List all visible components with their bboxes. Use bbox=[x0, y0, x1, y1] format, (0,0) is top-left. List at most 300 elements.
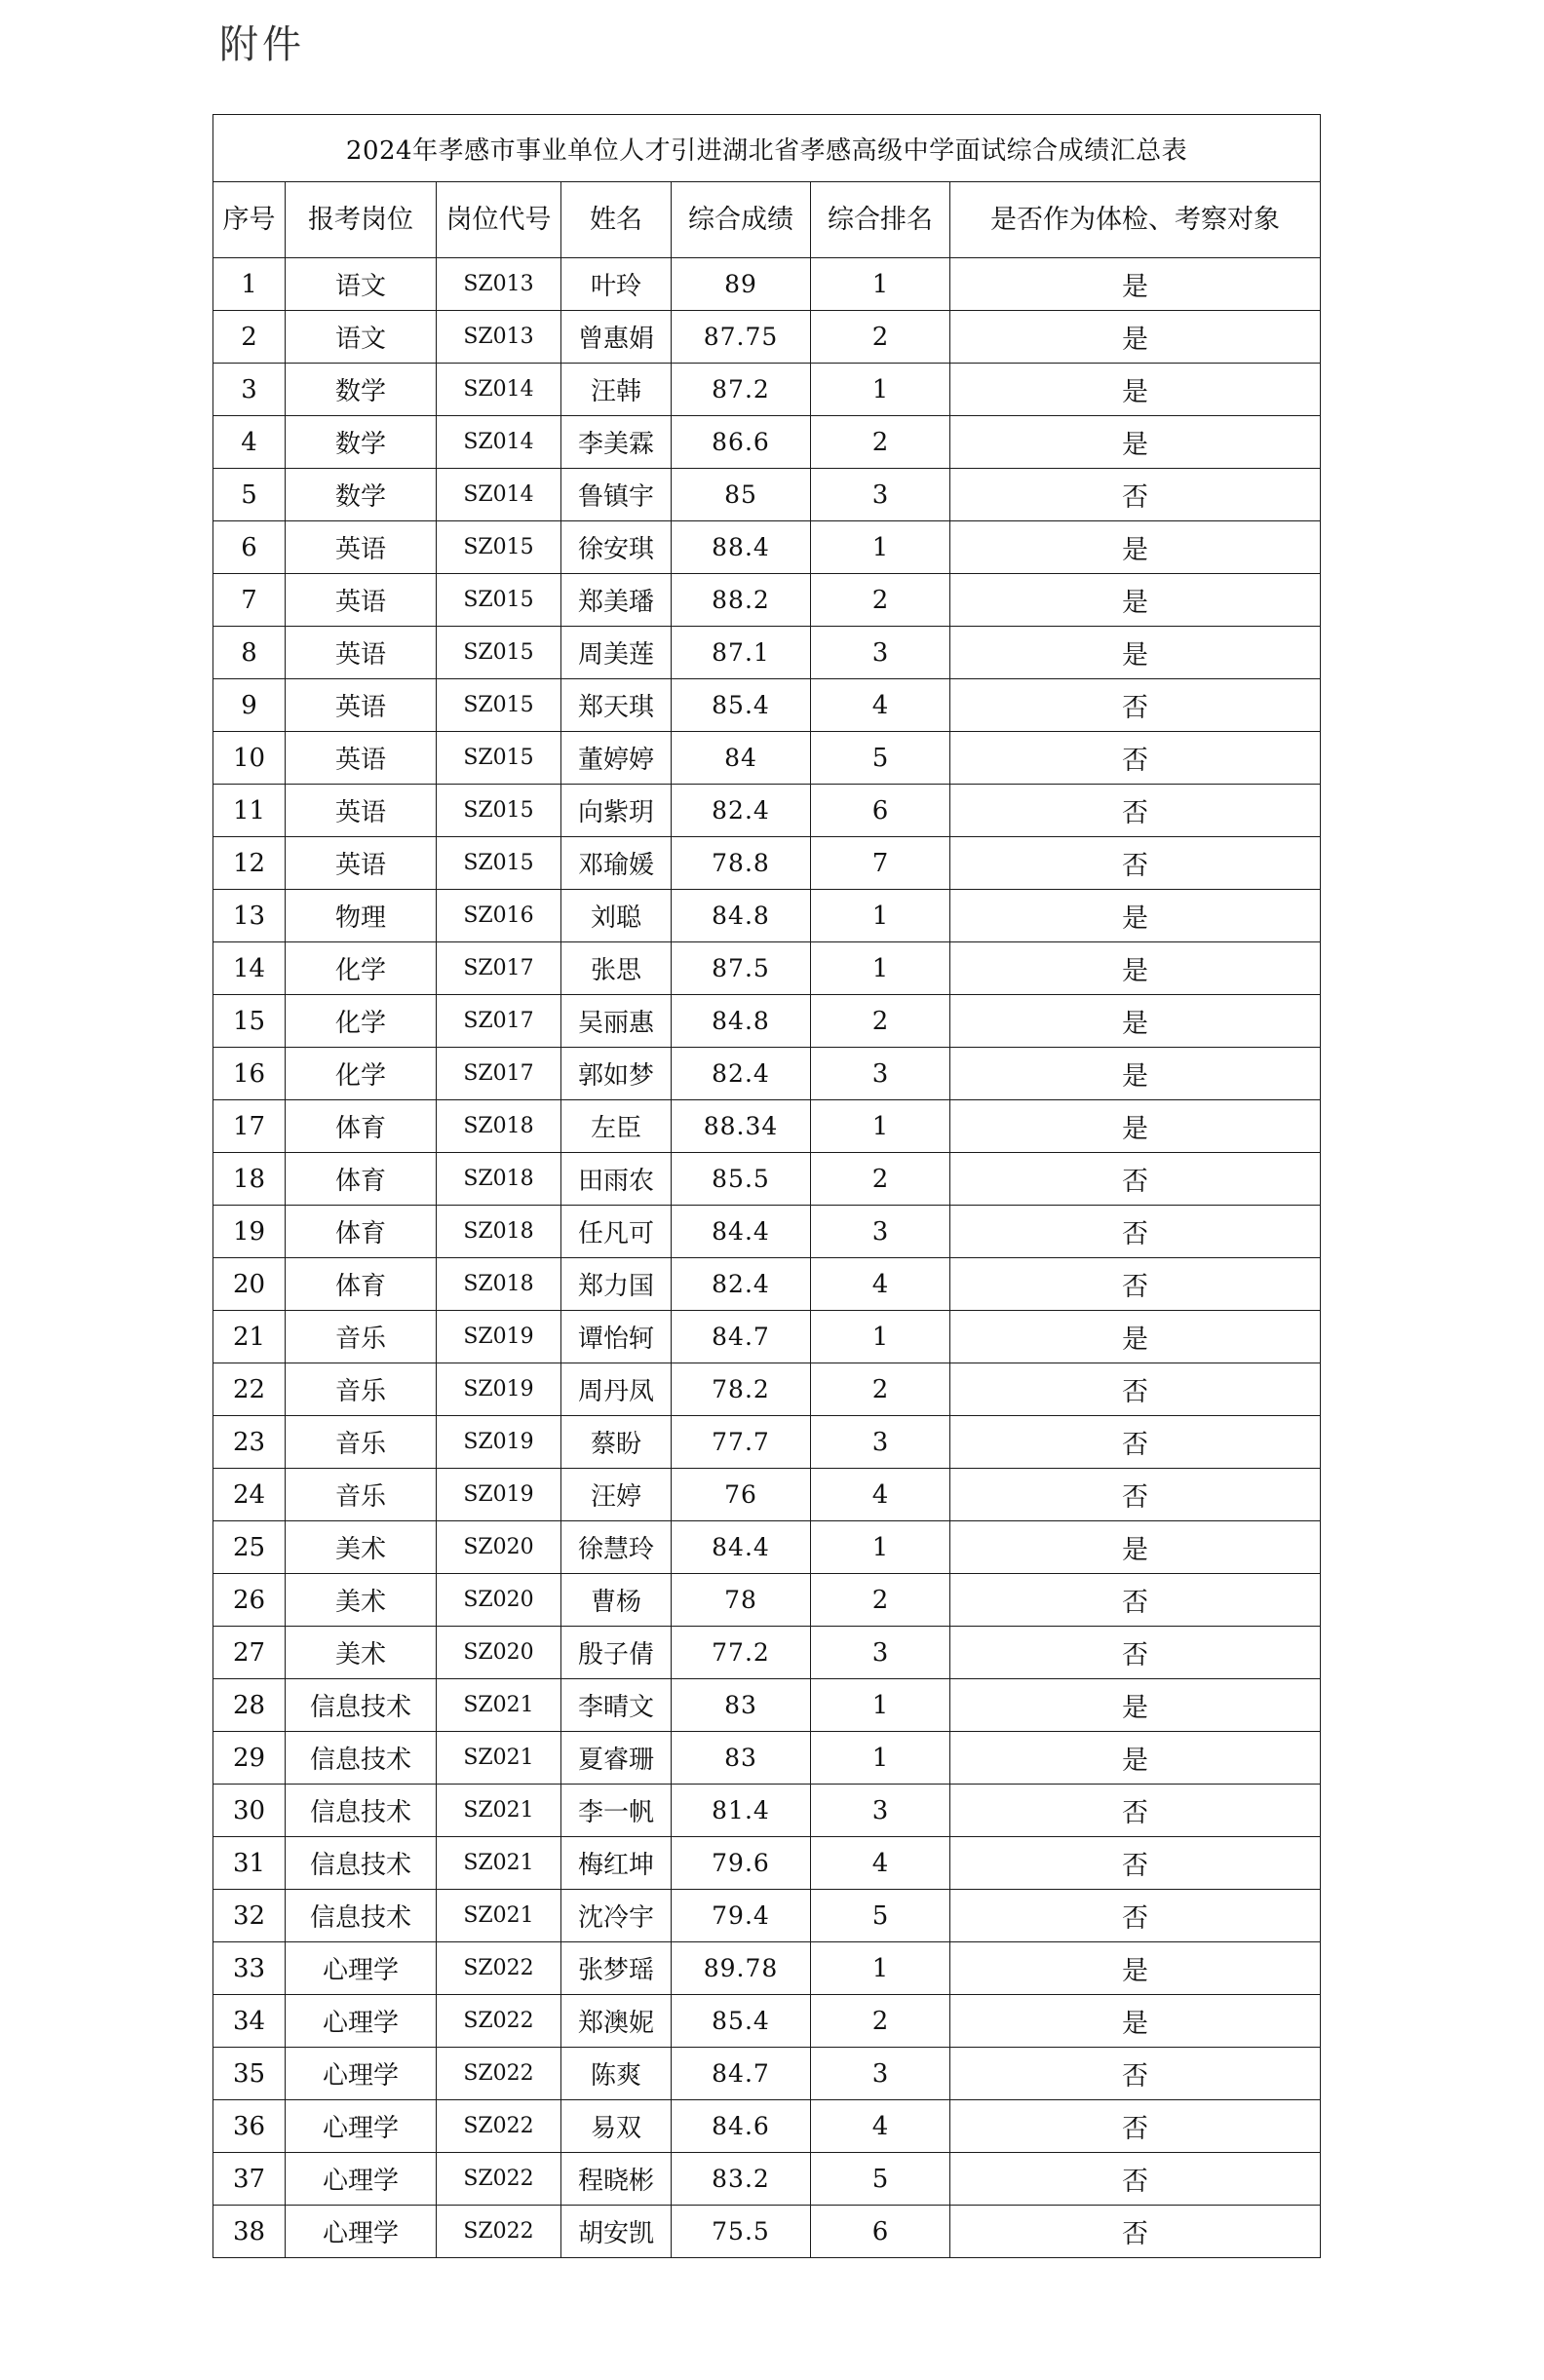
cell-code: SZ015 bbox=[437, 785, 561, 837]
cell-selected: 否 bbox=[950, 2153, 1321, 2206]
cell-score: 78.8 bbox=[672, 837, 811, 890]
cell-selected: 是 bbox=[950, 942, 1321, 995]
table-row bbox=[213, 1416, 1321, 1469]
cell-rank: 5 bbox=[811, 2153, 950, 2206]
cell-code: SZ021 bbox=[437, 1890, 561, 1942]
cell-rank: 7 bbox=[811, 837, 950, 890]
cell-position: 语文 bbox=[286, 258, 437, 311]
cell-selected: 是 bbox=[950, 574, 1321, 627]
cell-position: 信息技术 bbox=[286, 1679, 437, 1732]
cell-position: 体育 bbox=[286, 1153, 437, 1206]
cell-rank: 3 bbox=[811, 1627, 950, 1679]
cell-position: 体育 bbox=[286, 1258, 437, 1311]
table-body bbox=[213, 258, 1321, 2258]
cell-name: 梅红坤 bbox=[561, 1837, 672, 1890]
cell-name: 汪韩 bbox=[561, 364, 672, 416]
table-row bbox=[213, 1732, 1321, 1785]
cell-position: 语文 bbox=[286, 311, 437, 364]
cell-seq: 4 bbox=[213, 416, 286, 469]
cell-rank: 3 bbox=[811, 1416, 950, 1469]
cell-code: SZ020 bbox=[437, 1521, 561, 1574]
cell-selected: 否 bbox=[950, 1627, 1321, 1679]
cell-name: 曾惠娟 bbox=[561, 311, 672, 364]
cell-position: 英语 bbox=[286, 574, 437, 627]
cell-seq: 35 bbox=[213, 2048, 286, 2100]
table-row bbox=[213, 785, 1321, 837]
cell-selected: 否 bbox=[950, 1469, 1321, 1521]
cell-score: 83 bbox=[672, 1679, 811, 1732]
cell-seq: 2 bbox=[213, 311, 286, 364]
cell-selected: 否 bbox=[950, 679, 1321, 732]
cell-rank: 1 bbox=[811, 942, 950, 995]
cell-name: 陈爽 bbox=[561, 2048, 672, 2100]
cell-name: 汪婷 bbox=[561, 1469, 672, 1521]
cell-score: 87.5 bbox=[672, 942, 811, 995]
cell-rank: 5 bbox=[811, 1890, 950, 1942]
cell-selected: 否 bbox=[950, 1890, 1321, 1942]
cell-position: 心理学 bbox=[286, 2153, 437, 2206]
cell-seq: 20 bbox=[213, 1258, 286, 1311]
cell-position: 体育 bbox=[286, 1100, 437, 1153]
cell-seq: 25 bbox=[213, 1521, 286, 1574]
cell-selected: 是 bbox=[950, 1311, 1321, 1363]
cell-score: 84.7 bbox=[672, 2048, 811, 2100]
cell-selected: 是 bbox=[950, 1521, 1321, 1574]
cell-rank: 1 bbox=[811, 258, 950, 311]
cell-code: SZ017 bbox=[437, 1048, 561, 1100]
cell-seq: 10 bbox=[213, 732, 286, 785]
cell-rank: 2 bbox=[811, 574, 950, 627]
cell-selected: 否 bbox=[950, 1153, 1321, 1206]
table-row bbox=[213, 1048, 1321, 1100]
cell-code: SZ015 bbox=[437, 521, 561, 574]
cell-rank: 1 bbox=[811, 1679, 950, 1732]
table-row bbox=[213, 890, 1321, 942]
cell-position: 信息技术 bbox=[286, 1837, 437, 1890]
cell-score: 84.6 bbox=[672, 2100, 811, 2153]
cell-rank: 2 bbox=[811, 995, 950, 1048]
cell-seq: 19 bbox=[213, 1206, 286, 1258]
cell-position: 音乐 bbox=[286, 1363, 437, 1416]
cell-selected: 是 bbox=[950, 1942, 1321, 1995]
cell-code: SZ021 bbox=[437, 1837, 561, 1890]
table-row bbox=[213, 679, 1321, 732]
table-row bbox=[213, 2048, 1321, 2100]
cell-rank: 3 bbox=[811, 469, 950, 521]
cell-name: 曹杨 bbox=[561, 1574, 672, 1627]
table-row bbox=[213, 995, 1321, 1048]
cell-position: 心理学 bbox=[286, 2100, 437, 2153]
cell-seq: 12 bbox=[213, 837, 286, 890]
cell-name: 邓瑜媛 bbox=[561, 837, 672, 890]
cell-selected: 否 bbox=[950, 785, 1321, 837]
cell-position: 数学 bbox=[286, 364, 437, 416]
cell-code: SZ014 bbox=[437, 416, 561, 469]
cell-code: SZ014 bbox=[437, 364, 561, 416]
cell-score: 82.4 bbox=[672, 1258, 811, 1311]
table-row bbox=[213, 258, 1321, 311]
cell-seq: 31 bbox=[213, 1837, 286, 1890]
cell-selected: 否 bbox=[950, 1363, 1321, 1416]
cell-name: 徐慧玲 bbox=[561, 1521, 672, 1574]
cell-rank: 2 bbox=[811, 1153, 950, 1206]
cell-name: 周美莲 bbox=[561, 627, 672, 679]
table-row bbox=[213, 574, 1321, 627]
cell-name: 殷子倩 bbox=[561, 1627, 672, 1679]
table-row bbox=[213, 1206, 1321, 1258]
cell-selected: 否 bbox=[950, 1416, 1321, 1469]
table-row bbox=[213, 1785, 1321, 1837]
cell-selected: 是 bbox=[950, 311, 1321, 364]
cell-score: 88.2 bbox=[672, 574, 811, 627]
cell-code: SZ019 bbox=[437, 1311, 561, 1363]
cell-position: 音乐 bbox=[286, 1311, 437, 1363]
cell-name: 周丹凤 bbox=[561, 1363, 672, 1416]
cell-rank: 1 bbox=[811, 1732, 950, 1785]
table-row bbox=[213, 1995, 1321, 2048]
cell-position: 信息技术 bbox=[286, 1785, 437, 1837]
cell-selected: 是 bbox=[950, 995, 1321, 1048]
cell-rank: 1 bbox=[811, 1100, 950, 1153]
cell-seq: 9 bbox=[213, 679, 286, 732]
cell-position: 美术 bbox=[286, 1574, 437, 1627]
cell-code: SZ013 bbox=[437, 258, 561, 311]
cell-name: 吴丽惠 bbox=[561, 995, 672, 1048]
cell-code: SZ022 bbox=[437, 1995, 561, 2048]
cell-code: SZ017 bbox=[437, 942, 561, 995]
cell-position: 化学 bbox=[286, 995, 437, 1048]
cell-code: SZ022 bbox=[437, 2206, 561, 2258]
table-row bbox=[213, 416, 1321, 469]
table-row bbox=[213, 942, 1321, 995]
cell-position: 心理学 bbox=[286, 1942, 437, 1995]
table-row bbox=[213, 1153, 1321, 1206]
cell-name: 郭如梦 bbox=[561, 1048, 672, 1100]
cell-seq: 3 bbox=[213, 364, 286, 416]
cell-code: SZ018 bbox=[437, 1153, 561, 1206]
cell-position: 英语 bbox=[286, 785, 437, 837]
cell-rank: 1 bbox=[811, 521, 950, 574]
cell-score: 83 bbox=[672, 1732, 811, 1785]
cell-selected: 是 bbox=[950, 416, 1321, 469]
cell-position: 信息技术 bbox=[286, 1732, 437, 1785]
table-row bbox=[213, 2153, 1321, 2206]
cell-selected: 否 bbox=[950, 1837, 1321, 1890]
cell-seq: 15 bbox=[213, 995, 286, 1048]
cell-seq: 32 bbox=[213, 1890, 286, 1942]
cell-score: 84.4 bbox=[672, 1206, 811, 1258]
cell-rank: 5 bbox=[811, 732, 950, 785]
table-title-row bbox=[213, 115, 1321, 182]
cell-selected: 是 bbox=[950, 1679, 1321, 1732]
cell-score: 79.6 bbox=[672, 1837, 811, 1890]
cell-seq: 18 bbox=[213, 1153, 286, 1206]
cell-score: 89.78 bbox=[672, 1942, 811, 1995]
cell-seq: 11 bbox=[213, 785, 286, 837]
table-row bbox=[213, 2100, 1321, 2153]
cell-code: SZ022 bbox=[437, 2048, 561, 2100]
cell-seq: 26 bbox=[213, 1574, 286, 1627]
cell-seq: 28 bbox=[213, 1679, 286, 1732]
cell-name: 张思 bbox=[561, 942, 672, 995]
cell-position: 音乐 bbox=[286, 1416, 437, 1469]
cell-name: 郑力国 bbox=[561, 1258, 672, 1311]
table-row bbox=[213, 1363, 1321, 1416]
cell-score: 82.4 bbox=[672, 1048, 811, 1100]
cell-seq: 21 bbox=[213, 1311, 286, 1363]
cell-seq: 1 bbox=[213, 258, 286, 311]
cell-rank: 2 bbox=[811, 1363, 950, 1416]
cell-code: SZ021 bbox=[437, 1732, 561, 1785]
cell-rank: 6 bbox=[811, 785, 950, 837]
cell-rank: 1 bbox=[811, 890, 950, 942]
cell-position: 物理 bbox=[286, 890, 437, 942]
table-row bbox=[213, 521, 1321, 574]
cell-code: SZ015 bbox=[437, 732, 561, 785]
cell-name: 李美霖 bbox=[561, 416, 672, 469]
table-row bbox=[213, 2206, 1321, 2258]
cell-score: 84.4 bbox=[672, 1521, 811, 1574]
cell-code: SZ015 bbox=[437, 837, 561, 890]
cell-selected: 否 bbox=[950, 1785, 1321, 1837]
table-title: 2024年孝感市事业单位人才引进湖北省孝感高级中学面试综合成绩汇总表 bbox=[213, 115, 1321, 182]
header-rank: 综合排名 bbox=[811, 182, 950, 258]
cell-position: 心理学 bbox=[286, 2206, 437, 2258]
cell-rank: 4 bbox=[811, 1258, 950, 1311]
table-row bbox=[213, 1574, 1321, 1627]
cell-score: 84.8 bbox=[672, 890, 811, 942]
cell-seq: 6 bbox=[213, 521, 286, 574]
cell-selected: 是 bbox=[950, 890, 1321, 942]
cell-score: 89 bbox=[672, 258, 811, 311]
attachment-label: 附件 bbox=[219, 22, 305, 67]
cell-name: 程晓彬 bbox=[561, 2153, 672, 2206]
cell-selected: 否 bbox=[950, 2100, 1321, 2153]
cell-code: SZ019 bbox=[437, 1469, 561, 1521]
cell-seq: 27 bbox=[213, 1627, 286, 1679]
results-table bbox=[212, 114, 1321, 2258]
cell-score: 75.5 bbox=[672, 2206, 811, 2258]
cell-seq: 24 bbox=[213, 1469, 286, 1521]
cell-rank: 1 bbox=[811, 364, 950, 416]
cell-position: 体育 bbox=[286, 1206, 437, 1258]
table-row bbox=[213, 627, 1321, 679]
header-selected: 是否作为体检、考察对象 bbox=[950, 182, 1321, 258]
cell-seq: 38 bbox=[213, 2206, 286, 2258]
table-row bbox=[213, 1521, 1321, 1574]
cell-rank: 3 bbox=[811, 1048, 950, 1100]
cell-score: 85.5 bbox=[672, 1153, 811, 1206]
cell-code: SZ019 bbox=[437, 1363, 561, 1416]
cell-rank: 3 bbox=[811, 1785, 950, 1837]
cell-score: 88.4 bbox=[672, 521, 811, 574]
cell-code: SZ013 bbox=[437, 311, 561, 364]
cell-seq: 5 bbox=[213, 469, 286, 521]
table-row bbox=[213, 837, 1321, 890]
cell-rank: 2 bbox=[811, 416, 950, 469]
cell-selected: 否 bbox=[950, 1258, 1321, 1311]
cell-seq: 8 bbox=[213, 627, 286, 679]
cell-score: 81.4 bbox=[672, 1785, 811, 1837]
cell-selected: 是 bbox=[950, 1100, 1321, 1153]
cell-seq: 29 bbox=[213, 1732, 286, 1785]
cell-rank: 3 bbox=[811, 2048, 950, 2100]
table-row bbox=[213, 469, 1321, 521]
cell-score: 87.1 bbox=[672, 627, 811, 679]
cell-selected: 否 bbox=[950, 1574, 1321, 1627]
cell-code: SZ015 bbox=[437, 679, 561, 732]
cell-selected: 否 bbox=[950, 732, 1321, 785]
cell-seq: 36 bbox=[213, 2100, 286, 2153]
cell-seq: 14 bbox=[213, 942, 286, 995]
cell-code: SZ015 bbox=[437, 574, 561, 627]
cell-name: 徐安琪 bbox=[561, 521, 672, 574]
cell-name: 郑天琪 bbox=[561, 679, 672, 732]
cell-position: 美术 bbox=[286, 1521, 437, 1574]
cell-rank: 1 bbox=[811, 1521, 950, 1574]
cell-score: 87.2 bbox=[672, 364, 811, 416]
table-row bbox=[213, 732, 1321, 785]
cell-name: 李一帆 bbox=[561, 1785, 672, 1837]
cell-code: SZ014 bbox=[437, 469, 561, 521]
cell-position: 英语 bbox=[286, 679, 437, 732]
cell-name: 向紫玥 bbox=[561, 785, 672, 837]
cell-code: SZ018 bbox=[437, 1206, 561, 1258]
cell-position: 化学 bbox=[286, 1048, 437, 1100]
cell-position: 英语 bbox=[286, 837, 437, 890]
cell-name: 谭怡轲 bbox=[561, 1311, 672, 1363]
cell-position: 数学 bbox=[286, 416, 437, 469]
cell-score: 87.75 bbox=[672, 311, 811, 364]
cell-selected: 是 bbox=[950, 1732, 1321, 1785]
cell-code: SZ020 bbox=[437, 1627, 561, 1679]
cell-code: SZ020 bbox=[437, 1574, 561, 1627]
cell-selected: 是 bbox=[950, 521, 1321, 574]
cell-selected: 是 bbox=[950, 258, 1321, 311]
cell-rank: 3 bbox=[811, 1206, 950, 1258]
cell-rank: 1 bbox=[811, 1942, 950, 1995]
header-score: 综合成绩 bbox=[672, 182, 811, 258]
cell-score: 77.7 bbox=[672, 1416, 811, 1469]
cell-name: 刘聪 bbox=[561, 890, 672, 942]
cell-name: 李晴文 bbox=[561, 1679, 672, 1732]
cell-position: 心理学 bbox=[286, 1995, 437, 2048]
cell-score: 78.2 bbox=[672, 1363, 811, 1416]
table-row bbox=[213, 1627, 1321, 1679]
cell-score: 88.34 bbox=[672, 1100, 811, 1153]
cell-score: 82.4 bbox=[672, 785, 811, 837]
cell-selected: 否 bbox=[950, 2206, 1321, 2258]
cell-score: 79.4 bbox=[672, 1890, 811, 1942]
cell-score: 76 bbox=[672, 1469, 811, 1521]
cell-score: 86.6 bbox=[672, 416, 811, 469]
cell-seq: 34 bbox=[213, 1995, 286, 2048]
header-seq: 序号 bbox=[213, 182, 286, 258]
header-name: 姓名 bbox=[561, 182, 672, 258]
cell-code: SZ022 bbox=[437, 2153, 561, 2206]
cell-position: 音乐 bbox=[286, 1469, 437, 1521]
cell-score: 85 bbox=[672, 469, 811, 521]
cell-name: 张梦瑶 bbox=[561, 1942, 672, 1995]
cell-selected: 否 bbox=[950, 1206, 1321, 1258]
cell-code: SZ021 bbox=[437, 1679, 561, 1732]
cell-seq: 23 bbox=[213, 1416, 286, 1469]
cell-score: 85.4 bbox=[672, 679, 811, 732]
cell-name: 郑美璠 bbox=[561, 574, 672, 627]
cell-name: 蔡盼 bbox=[561, 1416, 672, 1469]
cell-score: 77.2 bbox=[672, 1627, 811, 1679]
cell-rank: 2 bbox=[811, 1995, 950, 2048]
cell-selected: 是 bbox=[950, 364, 1321, 416]
cell-selected: 否 bbox=[950, 837, 1321, 890]
cell-name: 田雨农 bbox=[561, 1153, 672, 1206]
cell-position: 化学 bbox=[286, 942, 437, 995]
cell-position: 美术 bbox=[286, 1627, 437, 1679]
cell-rank: 2 bbox=[811, 1574, 950, 1627]
cell-seq: 13 bbox=[213, 890, 286, 942]
cell-seq: 30 bbox=[213, 1785, 286, 1837]
cell-rank: 4 bbox=[811, 1837, 950, 1890]
cell-rank: 2 bbox=[811, 311, 950, 364]
cell-code: SZ022 bbox=[437, 2100, 561, 2153]
cell-name: 胡安凯 bbox=[561, 2206, 672, 2258]
cell-rank: 3 bbox=[811, 627, 950, 679]
cell-selected: 是 bbox=[950, 627, 1321, 679]
cell-name: 左臣 bbox=[561, 1100, 672, 1153]
cell-code: SZ019 bbox=[437, 1416, 561, 1469]
cell-position: 英语 bbox=[286, 521, 437, 574]
cell-score: 84.8 bbox=[672, 995, 811, 1048]
cell-code: SZ015 bbox=[437, 627, 561, 679]
cell-name: 沈冷宇 bbox=[561, 1890, 672, 1942]
cell-score: 85.4 bbox=[672, 1995, 811, 2048]
cell-position: 数学 bbox=[286, 469, 437, 521]
cell-code: SZ018 bbox=[437, 1258, 561, 1311]
table-row bbox=[213, 1469, 1321, 1521]
cell-code: SZ017 bbox=[437, 995, 561, 1048]
cell-code: SZ021 bbox=[437, 1785, 561, 1837]
cell-rank: 4 bbox=[811, 679, 950, 732]
cell-name: 易双 bbox=[561, 2100, 672, 2153]
table-row bbox=[213, 311, 1321, 364]
cell-score: 78 bbox=[672, 1574, 811, 1627]
cell-score: 83.2 bbox=[672, 2153, 811, 2206]
cell-position: 英语 bbox=[286, 732, 437, 785]
cell-name: 叶玲 bbox=[561, 258, 672, 311]
cell-position: 英语 bbox=[286, 627, 437, 679]
cell-code: SZ016 bbox=[437, 890, 561, 942]
table-row bbox=[213, 1890, 1321, 1942]
cell-seq: 17 bbox=[213, 1100, 286, 1153]
cell-selected: 否 bbox=[950, 2048, 1321, 2100]
cell-seq: 33 bbox=[213, 1942, 286, 1995]
cell-name: 任凡可 bbox=[561, 1206, 672, 1258]
table-row bbox=[213, 364, 1321, 416]
cell-rank: 1 bbox=[811, 1311, 950, 1363]
cell-selected: 是 bbox=[950, 1048, 1321, 1100]
table-row bbox=[213, 1258, 1321, 1311]
cell-name: 郑澳妮 bbox=[561, 1995, 672, 2048]
cell-selected: 是 bbox=[950, 1995, 1321, 2048]
table-row bbox=[213, 1311, 1321, 1363]
cell-seq: 22 bbox=[213, 1363, 286, 1416]
cell-seq: 37 bbox=[213, 2153, 286, 2206]
table-row bbox=[213, 1942, 1321, 1995]
cell-code: SZ018 bbox=[437, 1100, 561, 1153]
table-row bbox=[213, 1100, 1321, 1153]
cell-rank: 4 bbox=[811, 2100, 950, 2153]
header-position: 报考岗位 bbox=[286, 182, 437, 258]
